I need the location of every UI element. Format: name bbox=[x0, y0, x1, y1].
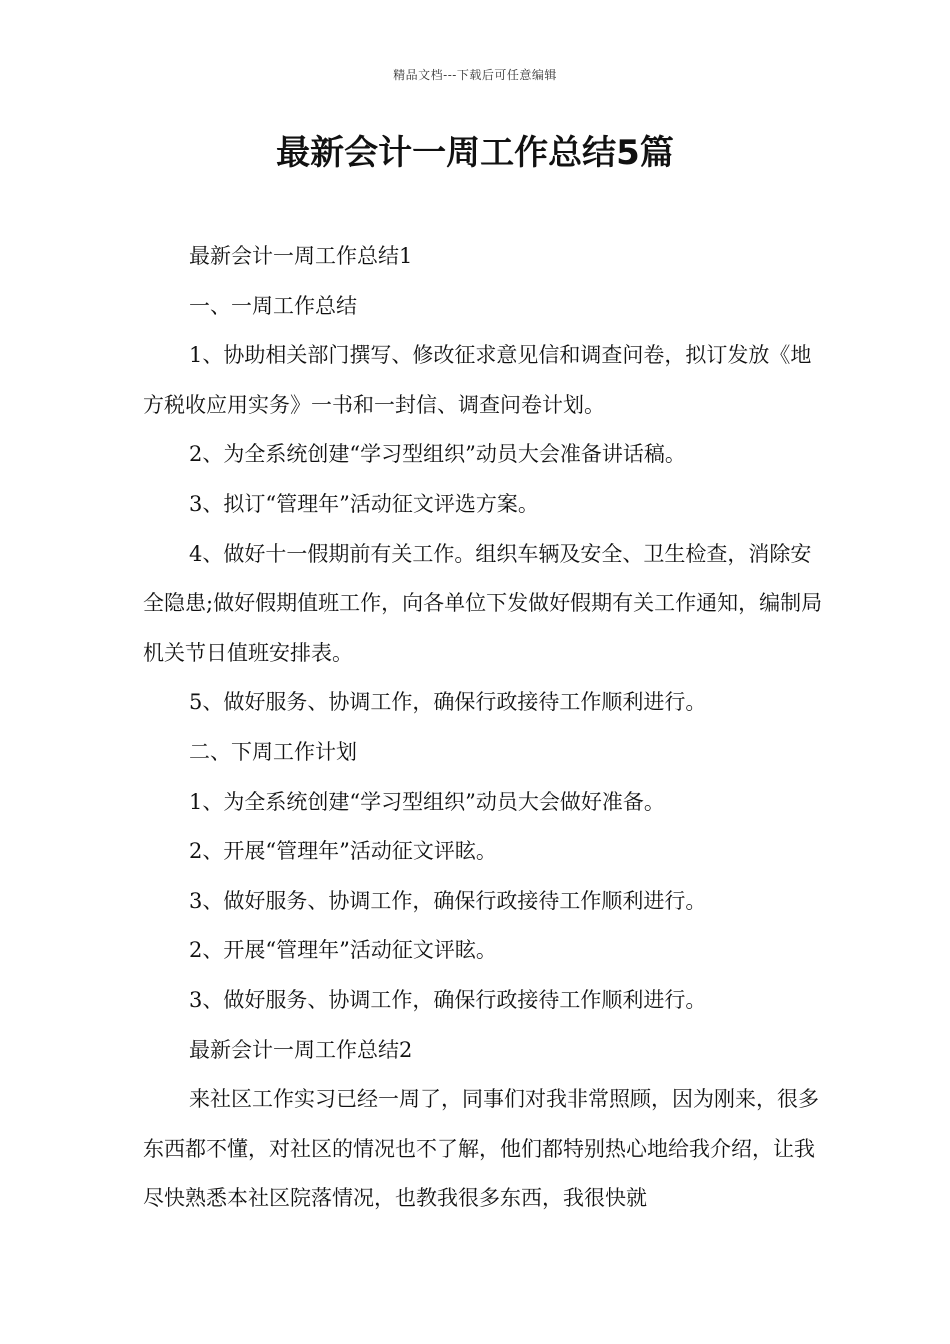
paragraph: 2、开展“管理年”活动征文评眩。 bbox=[189, 839, 497, 864]
paragraph: 3、做好服务、协调工作，确保行政接待工作顺利进行。 bbox=[189, 987, 707, 1012]
paragraph: 2、为全系统创建“学习型组织”动员大会准备讲话稿。 bbox=[189, 442, 686, 467]
document-title: 最新会计一周工作总结5篇 bbox=[276, 133, 674, 173]
section-heading-2: 最新会计一周工作总结2 bbox=[189, 1037, 413, 1062]
paragraph: 2、开展“管理年”活动征文评眩。 bbox=[189, 938, 497, 963]
paragraph: 4、做好十一假期前有关工作。组织车辆及安全、卫生检查，消除安全隐患;做好假期值班工作，向各单位下发做好假期有关工作通知，编制局机关节日值班安排表。 bbox=[143, 541, 823, 665]
paragraph: 5、做好服务、协调工作，确保行政接待工作顺利进行。 bbox=[189, 690, 707, 715]
paragraph: 来社区工作实习已经一周了，同事们对我非常照顾，因为刚来，很多东西都不懂，对社区的情况也不了解，他们都特别热心地给我介绍，让我尽快熟悉本社区院落情况，也教我很多东西，我很快就 bbox=[143, 1087, 819, 1211]
document-body bbox=[143, 232, 823, 1224]
paragraph: 3、拟订“管理年”活动征文评选方案。 bbox=[189, 491, 539, 516]
paragraph: 1、为全系统创建“学习型组织”动员大会做好准备。 bbox=[189, 789, 665, 814]
subsection-heading: 二、下周工作计划 bbox=[189, 739, 357, 764]
paragraph: 3、做好服务、协调工作，确保行政接待工作顺利进行。 bbox=[189, 888, 707, 913]
section-heading-1: 最新会计一周工作总结1 bbox=[189, 244, 413, 268]
subsection-heading: 一、一周工作总结 bbox=[189, 293, 357, 318]
header-note: 精品文档---下载后可任意编辑 bbox=[393, 68, 557, 82]
paragraph: 1、协助相关部门撰写、修改征求意见信和调查问卷，拟订发放《地方税收应用实务》一书和一封信、调查问卷计划。 bbox=[143, 343, 812, 417]
